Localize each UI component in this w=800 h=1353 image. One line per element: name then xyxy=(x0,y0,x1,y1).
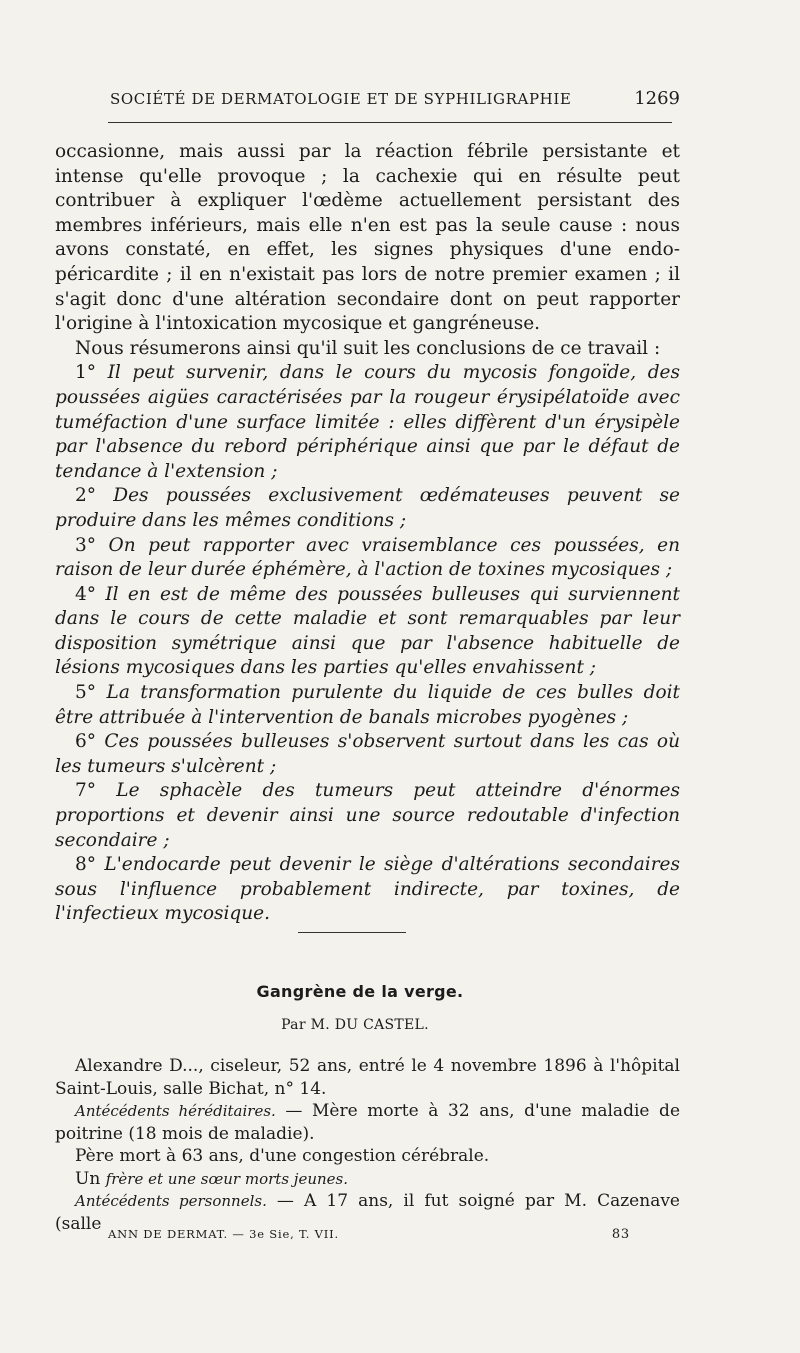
conclusion-item xyxy=(55,681,680,730)
siblings-text: frère et une sœur morts jeunes. xyxy=(105,1169,348,1188)
personal-label: Antécédents personnels. xyxy=(75,1192,267,1210)
conclusion-text: Ces poussées bulleuses s'observent surtout dans les cas où les tumeurs s'ulcèrent ; xyxy=(55,731,680,777)
section-title: Gangrène de la verge. xyxy=(256,982,464,1001)
running-header xyxy=(110,88,680,109)
section-separator xyxy=(298,932,406,933)
section-author: Par M. DU CASTEL. xyxy=(281,1017,429,1033)
page-number: 1269 xyxy=(634,88,680,109)
case-father: Père mort à 63 ans, d'une congestion cérébrale. xyxy=(75,1146,490,1166)
footer-signature: ANN DE DERMAT. — 3e Sie, T. VII. xyxy=(108,1227,339,1241)
footer-sheet-number: 83 xyxy=(611,1227,630,1242)
hereditary-label: Antécédents héréditaires. xyxy=(75,1102,276,1120)
conclusion-text: La transformation purulente du liquide de ces bulles doit être attribuée à l'intervention de banals microbes pyogènes ; xyxy=(55,682,680,728)
running-title: SOCIÉTÉ DE DERMATOLOGIE ET DE SYPHILIGRAPHIE xyxy=(110,90,572,108)
personal-text: — A 17 ans, il fut soigné par M. Cazenave (salle xyxy=(55,1191,680,1234)
conclusion-number: 8° xyxy=(75,854,97,876)
conclusion-text: Des poussées exclusivement œdémateuses peuvent se produire dans les mêmes conditions ; xyxy=(55,485,680,531)
page-footer xyxy=(108,1227,630,1242)
conclusion-item xyxy=(55,534,680,583)
case-hereditary xyxy=(55,1100,680,1145)
paragraph-continuation: occasionne, mais aussi par la réaction fébrile persistante et intense qu'elle provoque ; la cachexie qui en résulte peut contribuer à expliquer l'œdème actuellement persistant des membres inférieurs, mais elle n'en est pas la seule cause : nous avons constaté, en effet, les signes physiques d'une endo-péricardite ; il en n'existait pas lors de notre premier examen ; il s'agit donc d'une altération secondaire dont on peut rapporter l'origine à l'intoxication mycosique et gangréneuse. xyxy=(55,141,680,335)
conclusion-number: 7° xyxy=(75,780,97,802)
conclusion-text: Il peut survenir, dans le cours du mycosis fongoïde, des poussées aigües caractérisées par la rougeur érysipélatoïde avec tuméfaction d'une surface limitée : elles diffèrent d'un érysipèle par l'absence du rebord périphérique ainsi que par le défaut de tendance à l'extension ; xyxy=(55,362,680,482)
case-intro: Alexandre D..., ciseleur, 52 ans, entré le 4 novembre 1896 à l'hôpital Saint-Louis, salle Bichat, n° 14. xyxy=(55,1056,680,1099)
conclusion-number: 1° xyxy=(75,362,97,384)
conclusion-item xyxy=(55,730,680,779)
conclusion-item xyxy=(55,853,680,927)
conclusion-number: 3° xyxy=(75,534,97,556)
header-rule xyxy=(108,122,672,123)
conclusion-number: 4° xyxy=(75,583,97,605)
conclusion-text: L'endocarde peut devenir le siège d'altérations secondaires sous l'influence probablement indirecte, par toxines, de l'infectieux mycosique. xyxy=(55,854,680,925)
conclusion-number: 5° xyxy=(75,682,97,704)
conclusion-text: On peut rapporter avec vraisemblance ces poussées, en raison de leur durée éphémère, à l'action de toxines mycosiques ; xyxy=(55,534,680,581)
conclusion-item xyxy=(55,779,680,853)
conclusion-item xyxy=(55,583,680,681)
paragraph-conclusions-intro: Nous résumerons ainsi qu'il suit les conclusions de ce travail : xyxy=(75,337,661,359)
siblings-prefix: Un xyxy=(75,1168,106,1189)
conclusion-item xyxy=(55,484,680,533)
conclusion-text: Il en est de même des poussées bulleuses qui surviennent dans le cours de cette maladie et sont remarquables par leur disposition symétrique ainsi que par l'absence habituelle de lésions mycosiques dans les parties qu'elles envahissent ; xyxy=(55,583,680,679)
conclusion-text: Le sphacèle des tumeurs peut atteindre d'énormes proportions et devenir ainsi une source redoutable d'infection secondaire ; xyxy=(55,780,680,851)
main-text xyxy=(55,140,680,927)
case-siblings xyxy=(55,1168,680,1191)
conclusion-number: 2° xyxy=(75,485,97,507)
hereditary-text: — Mère morte à 32 ans, d'une maladie de poitrine (18 mois de maladie). xyxy=(55,1101,681,1144)
conclusion-number: 6° xyxy=(75,731,97,753)
case-report xyxy=(55,1055,680,1235)
conclusion-item xyxy=(55,361,680,484)
